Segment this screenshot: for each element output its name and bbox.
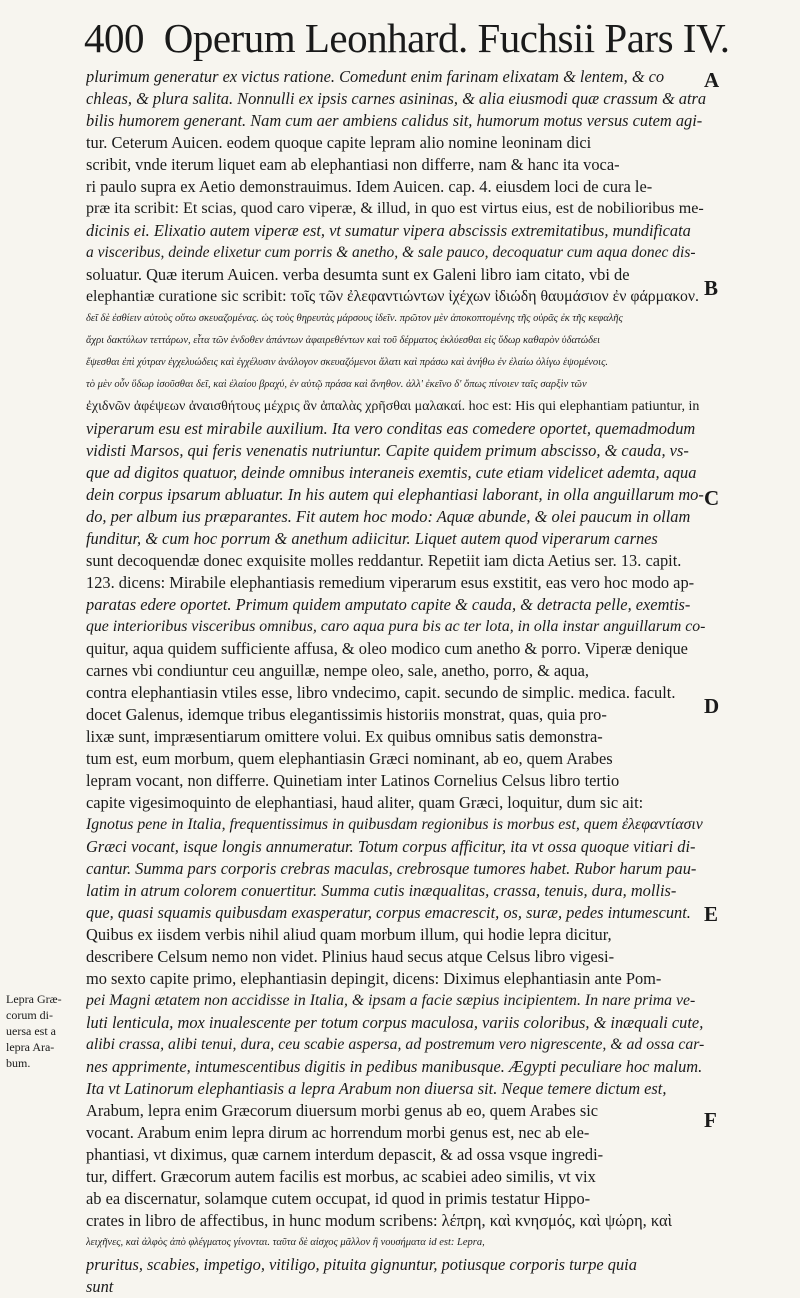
text-line: alibi crassa, alibi tenui, dura, ceu scabie aspersa, ad postremum vero nigrescente, & ad ossa car-	[86, 1036, 705, 1053]
text-line: lixæ sunt, impræsentiarum omittere volui. Ex quibus omnibus satis demonstra-	[86, 727, 603, 746]
margin-letter-c: C	[704, 486, 720, 510]
text-line: crates in libro de affectibus, in hunc modum scribens: λέπρη, καὶ κνησμός, καὶ ψώρη, καὶ	[86, 1211, 672, 1230]
text-line: viperarum esu est mirabile auxilium. Ita vero conditas eas comedere oportet, quemadmodum	[86, 419, 696, 438]
margin-letter-a: A	[704, 68, 720, 92]
text-line: dicinis ei. Elixatio autem viperæ est, vt sumatur vipera abscissis extremitatibus, mundificata	[86, 221, 691, 240]
text-line: que interioribus visceribus omnibus, caro aqua pura bis ac ter lota, in olla instar anguillarum co-	[86, 618, 706, 635]
text-line: Arabum, lepra enim Græcorum diuersum morbi genus ab eo, quem Arabes sic	[86, 1101, 599, 1120]
text-line: soluatur. Quæ iterum Auicen. verba desumta sunt ex Galeni libro iam citato, vbi de	[86, 265, 630, 284]
text-line: funditur, & cum hoc porrum & anethum adiicitur. Liquet autem quod viperarum carnes	[86, 529, 658, 548]
text-line: quitur, aqua quidem sufficiente affusa, & oleo modico cum anetho & porro. Viperæ denique	[86, 639, 688, 658]
marginal-note-line: bum.	[6, 1056, 31, 1070]
text-line: bilis humorem generant. Nam cum aer ambiens calidus sit, humorum motus versus cutem agi-	[86, 111, 703, 130]
text-line: ri paulo supra ex Aetio demonstrauimus. Idem Auicen. cap. 4. eiusdem loci de cura le-	[86, 177, 653, 196]
text-line: λειχῆνες, καὶ ἀλφὸς ἀπὸ φλέγματος γίνονται. ταῦτα δὲ αἰσχος μᾶλλον ἢ νουσήματα id est: Lepra,	[86, 1237, 485, 1248]
text-line: latim in atrum colorem conuertitur. Summa cutis inæqualitas, crassa, tenuis, dura, mollis-	[86, 881, 677, 900]
text-line: τὸ μὲν οὖν ὕδωρ ἰσοῦσθαι δεῖ, καὶ ἐλαίου βραχύ, ἐν αὐτῷ πράσα καὶ ἄνηθον. ἀλλ' ἐκεῖνο δ' ὅπως πίνοιεν ταῖς σαρξὶν τῶν	[86, 379, 587, 390]
text-line: lepram vocant, non differre. Quinetiam inter Latinos Cornelius Celsus libro tertio	[86, 771, 620, 790]
text-line: 123. dicens: Mirabile elephantiasis remedium viperarum esus exstitit, eas vero hoc modo ap-	[86, 573, 695, 592]
text-line: Ita vt Latinorum elephantiasis a lepra Arabum non diuersa sit. Neque temere dictum est,	[86, 1079, 667, 1098]
text-line: phantiasi, vt diximus, quæ carnem interdum depascit, & ad ossa vsque ingredi-	[86, 1145, 604, 1164]
text-line: tur. Ceterum Auicen. eodem quoque capite lepram alio nomine leoninam dici	[86, 133, 592, 152]
text-line: vidisti Marsos, qui feris venenatis nutriuntur. Capite quidem primum abscisso, & cauda, vs-	[86, 441, 689, 460]
page-number: 400	[84, 15, 144, 61]
text-line: præ ita scribit: Et scias, quod caro viperæ, & illud, in quo est virtus eius, est de nobilioribus me-	[86, 200, 704, 217]
text-line: docet Galenus, idemque tribus elegantissimis historiis monstrat, quas, quia pro-	[86, 705, 607, 724]
text-line: vocant. Arabum enim lepra dirum ac horrendum morbi genus est, nec ab ele-	[86, 1123, 590, 1142]
text-line: chleas, & plura salita. Nonnulli ex ipsis carnes asininas, & alia eiusmodi quæ crassum & atra	[86, 89, 706, 108]
text-line: cantur. Summa pars corporis crebras maculas, crebrosque tumores habet. Rubor harum pau-	[86, 859, 697, 878]
running-header	[84, 14, 730, 62]
text-line: que ad digitos quatuor, deinde omnibus interaneis exemtis, cute etiam videlicet ademta, aqua	[86, 463, 697, 482]
text-line: mo sexto capite primo, elephantiasin depingit, dicens: Diximus elephantiasin ante Pom-	[86, 969, 662, 988]
text-line: Ignotus pene in Italia, frequentissimus in quibusdam regionibus is morbus est, quem ἐλεφαντίασιν	[86, 816, 703, 833]
text-line: a visceribus, deinde elixetur cum porris & anetho, & sale pauco, decoquatur cum aqua donec dis-	[86, 244, 696, 261]
text-line: nes apprimente, intumescentibus digitis in pedibus manibusque. Ægypti peculiare hoc malum.	[86, 1057, 703, 1076]
text-line: sunt	[86, 1277, 114, 1296]
margin-letter-e: E	[704, 902, 719, 926]
text-line: luti lenticula, mox inualescente per totum corpus maculosa, variis coloribus, & inæquali cute,	[86, 1013, 704, 1032]
text-line: Græci vocant, isque longis annumeratur. Totum corpus afficitur, ita vt ossa quoque vitiari di-	[86, 837, 696, 856]
text-line: carnes vbi condiuntur ceu anguillæ, nempe oleo, sale, anetho, porro, & aqua,	[86, 661, 589, 680]
text-line: dein corpus ipsarum abluatur. In his autem qui elephantiasi laborant, in olla anguillarum mo-	[86, 485, 704, 504]
marginal-note-line: uersa est a	[6, 1024, 56, 1038]
marginal-note-line: Lepra Græ-	[6, 992, 62, 1006]
text-line: pruritus, scabies, impetigo, vitiligo, pituita gignuntur, potiusque corporis turpe quia	[86, 1255, 637, 1274]
text-line: do, per album ius præparantes. Fit autem hoc modo: Aquæ abunde, & olei paucum in ollam	[86, 507, 691, 526]
body-text-column	[86, 66, 706, 1298]
text-line: scribit, vnde iterum liquet eam ab elephantiasi non differre, nam & hanc ita voca-	[86, 155, 620, 174]
marginal-note	[6, 991, 80, 1071]
text-line: ἕψεσθαι ἐπὶ χύτραν ἐγχελυώδεις καὶ ἐγχέλυσιν ἀνάλογον σκευαζόμενοι ἄλατι καὶ πράσω καὶ ἀνήθω ἐν ἐλαίω ὀλίγω ἑψομένοις.	[86, 357, 608, 368]
text-line: tur, differt. Græcorum autem facilis est morbus, ac scabiei adeo similis, vt vix	[86, 1167, 596, 1186]
text-line: sunt decoquendæ donec exquisite molles reddantur. Repetiit iam dicta Aetius ser. 13. capit.	[86, 551, 682, 570]
text-line: pei Magni ætatem non accidisse in Italia, & ipsam a facie sæpius incipientem. In nare prima ve-	[86, 992, 696, 1009]
text-line: capite vigesimoquinto de elephantiasi, haud aliter, quam Græci, loquitur, dum sic ait:	[86, 793, 644, 812]
text-line: describere Celsum nemo non videt. Plinius haud secus atque Celsus libro vigesi-	[86, 947, 615, 966]
text-line: ἄχρι δακτύλων τεττάρων, εἶτα τῶν ἐνδοθεν ἁπάντων ἀφαιρεθέντων καὶ τοῦ δέρματος ἐκλύεσθαι εἰς ὕδωρ καθαρὸν ὑδατώδει	[86, 335, 601, 346]
text-line: ab ea discernatur, solamque cutem occupat, id quod in primis testatur Hippo-	[86, 1189, 591, 1208]
running-title: Operum Leonhard. Fuchsii Pars IV.	[163, 15, 730, 61]
text-line: ἐχιδνῶν ἀφέψεων ἀναισθήτους μέχρις ἂν ἁπαλὰς χρῆσθαι μαλακαί. hoc est: His qui elephantiam patiuntur, in	[86, 399, 700, 414]
margin-letter-b: B	[704, 276, 719, 300]
text-line: que, quasi squamis quibusdam exasperatur, corpus emacrescit, os, suræ, pedes intumescunt.	[86, 903, 691, 922]
text-line: elephantiæ curatione sic scribit: τοῖς τῶν ἐλεφαντιώντων ἰχέχων ἰδιώδη θαυμάσιον ἐν φάρμακον.	[86, 288, 699, 305]
text-line: δεῖ δὲ ἐσθίειν αὐτοὺς οὕτω σκευαζομένας. ὡς τοὺς θηρευτὰς μάρσους ἰδεῖν. πρῶτον μὲν ἀποκοπτομένης τῆς οὐρᾶς ἐκ τῆς κεφαλῆς	[86, 313, 623, 324]
marginal-note-line: corum di-	[6, 1008, 53, 1022]
text-line: Quibus ex iisdem verbis nihil aliud quam morbum illum, qui hodie lepra dicitur,	[86, 925, 612, 944]
margin-letter-f: F	[704, 1108, 717, 1132]
text-line: plurimum generatur ex victus ratione. Comedunt enim farinam elixatam & lentem, & co	[86, 67, 665, 86]
text-line: tum est, eum morbum, quem elephantiasin Græci nominant, ab eo, quem Arabes	[86, 749, 613, 768]
marginal-note-line: lepra Ara-	[6, 1040, 55, 1054]
margin-letter-d: D	[704, 694, 720, 718]
text-line: contra elephantiasin vtiles esse, libro vndecimo, capit. secundo de simplic. medica. facult.	[86, 683, 676, 702]
text-line: paratas edere oportet. Primum quidem amputato capite & cauda, & detracta pelle, exemtis-	[86, 595, 691, 614]
